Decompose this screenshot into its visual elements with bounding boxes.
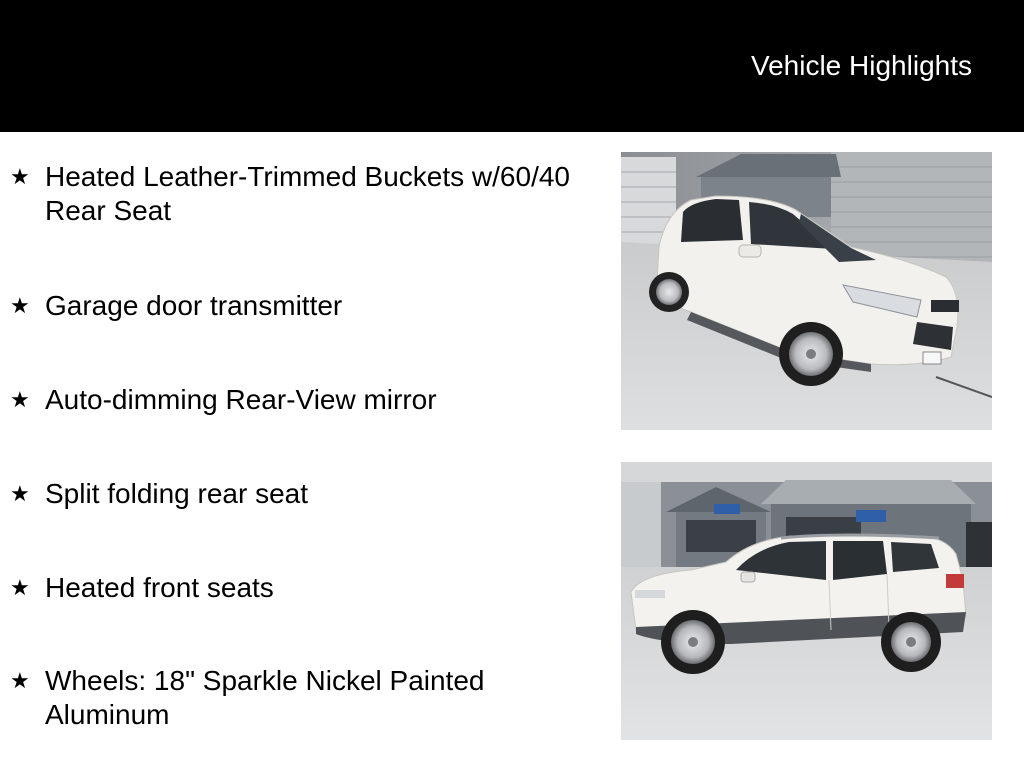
- feature-item: [10, 160, 570, 228]
- header-banner: [0, 0, 1024, 132]
- feature-text: Heated front seats: [45, 572, 274, 603]
- feature-text: Split folding rear seat: [45, 478, 309, 509]
- vehicle-photo-front: [621, 152, 992, 430]
- feature-item: [10, 383, 570, 417]
- page-title: Vehicle Highlights: [750, 50, 972, 81]
- star-icon: ★: [10, 575, 30, 600]
- feature-text: Auto-dimming Rear-View mirror: [45, 384, 437, 415]
- feature-text: Heated Leather-Trimmed Buckets w/60/40 Rear Seat: [45, 161, 570, 226]
- star-icon: ★: [10, 481, 30, 506]
- feature-text: Garage door transmitter: [45, 290, 343, 321]
- feature-text: Wheels: 18" Sparkle Nickel Painted Aluminum: [45, 665, 485, 730]
- star-icon: ★: [10, 164, 30, 189]
- feature-item: [10, 664, 570, 732]
- feature-item: [10, 571, 570, 605]
- star-icon: ★: [10, 668, 30, 693]
- star-icon: ★: [10, 387, 30, 412]
- feature-item: [10, 289, 570, 323]
- vehicle-photo-side: [621, 462, 992, 740]
- feature-item: [10, 477, 570, 511]
- feature-list: [0, 132, 600, 768]
- star-icon: ★: [10, 293, 30, 318]
